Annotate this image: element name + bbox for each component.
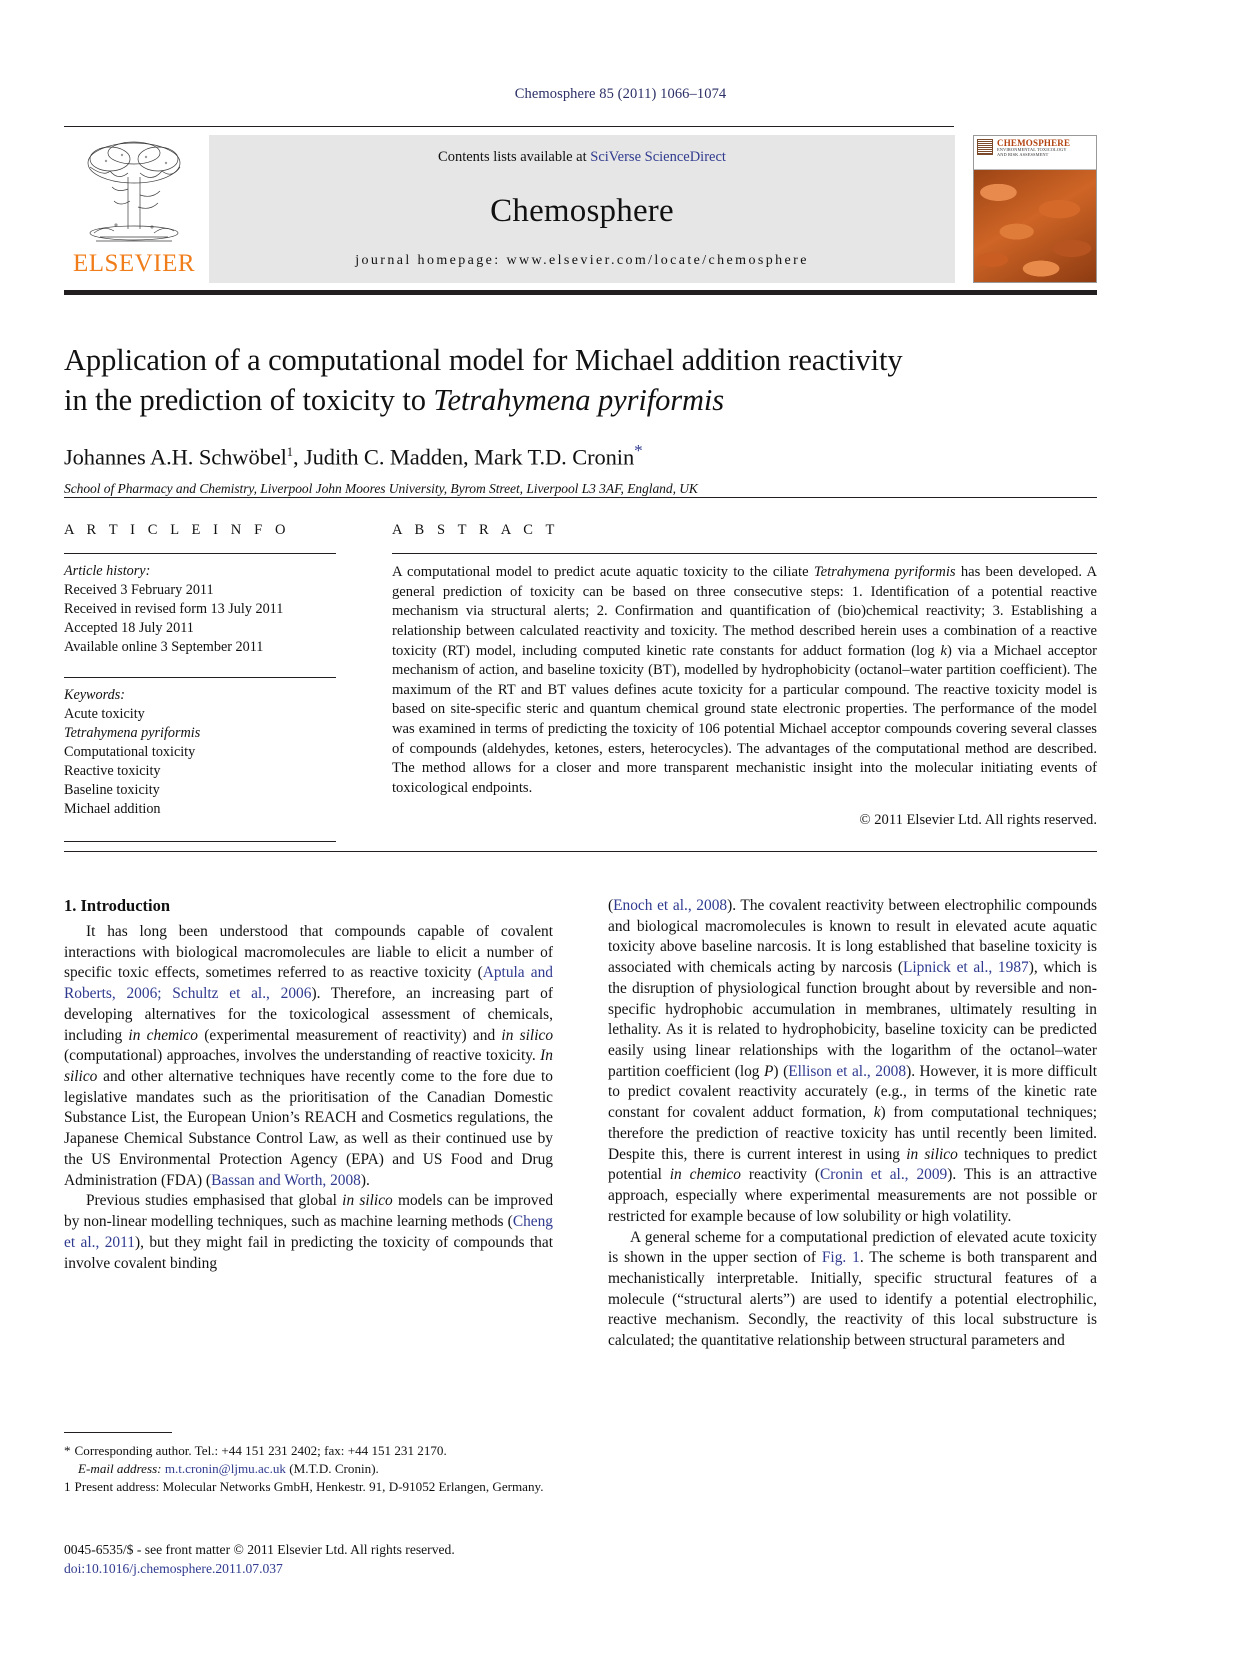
text-seg: techniques to predict potential: [608, 1145, 1098, 1184]
keyword-item: Reactive toxicity: [64, 763, 161, 780]
article-info-column: [64, 522, 336, 842]
citation-link[interactable]: Cheng et al., 2011: [64, 1213, 553, 1251]
history-item: Accepted 18 July 2011: [64, 620, 194, 637]
journal-cover-thumbnail: [973, 135, 1097, 283]
info-abstract-section: [64, 497, 1097, 842]
imprint-block: [64, 1540, 624, 1579]
history-item: Available online 3 September 2011: [64, 639, 264, 656]
email-owner: (M.T.D. Cronin).: [289, 1460, 379, 1476]
text-italic: in silico: [906, 1145, 958, 1163]
text-seg: ) (: [773, 1062, 789, 1080]
keyword-item: Tetrahymena pyriformis: [64, 725, 201, 742]
title-line-1: Application of a computational model for Michael addition reactivity: [64, 343, 903, 377]
sciencedirect-link[interactable]: SciVerse ScienceDirect: [590, 149, 726, 165]
intro-paragraph-2: [64, 1191, 553, 1274]
intro-paragraph-1: [64, 922, 553, 1191]
abstract-column: [392, 522, 1097, 842]
figure-link[interactable]: Fig. 1: [821, 1249, 860, 1267]
text-seg: . The scheme is both transparent and mechanistically interpretable. Initially, specific structural features of a molecule (“structural alerts”) are used to identify a potential electrophilic, reactive mechanism. Secondly, the reactivity of this local substructure is calculated; the quantitative relationship between structural parameters and: [608, 1249, 1098, 1350]
text-italic: k: [873, 1104, 881, 1122]
footnote-marker-one: 1: [64, 1478, 71, 1494]
text-italic: in silico: [342, 1192, 393, 1210]
text-seg: ). This is an attractive approach, especially where experimental measurements are not possible or restricted for example because of low solubility or high volatility.: [608, 1166, 1098, 1225]
info-abstract-top-rule: [64, 497, 1097, 498]
cover-journal-name: CHEMOSPHERE: [997, 138, 1071, 148]
abstract-copyright: © 2011 Elsevier Ltd. All rights reserved.: [859, 811, 1097, 828]
citation-link[interactable]: Lipnick et al., 1987: [903, 959, 1029, 977]
text-italic: in silico: [501, 1026, 554, 1044]
text-italic: in chemico: [128, 1026, 198, 1044]
history-item: Received in revised form 13 July 2011: [64, 601, 284, 618]
text-seg: It has long been understood that compounds capable of covalent interactions with biological macromolecules are liable to elicit a number of specific toxic effects, sometimes referred to as reactive toxicity (: [64, 923, 553, 982]
text-italic: in chemico: [669, 1166, 741, 1184]
journal-masthead: [64, 126, 1097, 295]
contents-available-line: [438, 149, 726, 166]
citation-link[interactable]: Bassan and Worth, 2008: [211, 1171, 361, 1189]
elsevier-wordmark: ELSEVIER: [72, 250, 196, 277]
cover-subtitle-1: ENVIRONMENTAL TOXICOLOGY: [997, 147, 1067, 153]
history-item: Received 3 February 2011: [64, 582, 214, 599]
journal-band: [209, 135, 955, 283]
article-info-heading: A R T I C L E I N F O: [64, 522, 291, 538]
text-seg: ). The covalent reactivity between electrophilic compounds and biological macromolecules is known to result in elevated acute aquatic toxicity above baseline narcosis. It is long established that baseline toxicity is associated with chemicals acting by narcosis (: [608, 897, 1097, 977]
text-seg: reactivity (: [740, 1166, 821, 1184]
text-seg: ). Therefore, an increasing part of developing alternatives for the toxicological assessment of chemicals, including: [64, 985, 553, 1044]
footnote-present-address: [64, 1478, 553, 1496]
keywords-rule: [64, 677, 336, 678]
text-seg: A general scheme for a computational prediction of elevated acute toxicity is shown in the upper section of: [608, 1228, 1097, 1267]
body-column-gap: [553, 896, 608, 1352]
text-seg: models can be improved by non-linear modelling techniques, such as machine learning methods (: [64, 1192, 554, 1231]
citation-link[interactable]: Cronin et al., 2009: [820, 1166, 948, 1184]
corresponding-author-marker[interactable]: *: [634, 440, 643, 460]
abstract-seg-2: has been developed. A general prediction of toxicity can be based on three consecutive steps: 1. Identification of a potential reactive mechanism via structural alerts; 2. Confirmation and quantification of (bio)chemical reactivity; 3. Establishing a relationship between calculated reactivity and toxicity. The method described herein uses a combination of a reactive toxicity (RT) model, including computed kinetic rate constants for adduct formation (log: [392, 564, 1097, 659]
title-line-2-plain: in the prediction of toxicity to: [64, 382, 434, 417]
text-seg: (experimental measurement of reactivity) and: [197, 1026, 502, 1044]
text-seg: ).: [360, 1171, 370, 1189]
body-left-column: [64, 896, 553, 1352]
article-info-bottom-rule: [64, 841, 336, 842]
text-seg: (computational) approaches, involves the understanding of reactive toxicity.: [64, 1047, 541, 1065]
text-seg: ), but they might fail in predicting the toxicity of compounds that involve covalent binding: [64, 1233, 553, 1272]
cover-subtitle-2: AND RISK ASSESSMENT: [997, 152, 1049, 158]
doi-link[interactable]: doi:10.1016/j.chemosphere.2011.07.037: [64, 1561, 283, 1577]
section-heading-introduction: 1. Introduction: [64, 896, 171, 915]
article-info-rule: [64, 553, 336, 554]
text-seg: Previous studies emphasised that global: [86, 1192, 343, 1210]
cover-barcode-icon: [977, 139, 993, 155]
abstract-heading: A B S T R A C T: [392, 522, 559, 538]
masthead-bottom-rule: [64, 290, 1097, 295]
footnote-one-text: Present address: Molecular Networks GmbH, Henkestr. 91, D-91052 Erlangen, Germany.: [74, 1478, 544, 1494]
text-italic: In silico: [64, 1047, 553, 1086]
author-list: [64, 441, 1094, 471]
info-abstract-bottom-rule: [64, 851, 1097, 852]
footnote-email: [64, 1460, 553, 1478]
text-seg: ) from computational techniques; therefore the prediction of reactive toxicity has until recently been limited. Despite this, there is current interest in using: [608, 1104, 1097, 1163]
column-gap: [336, 522, 392, 842]
abstract-text: [392, 563, 1097, 799]
elsevier-tree-icon: [70, 137, 198, 249]
cover-artwork: [974, 170, 1096, 282]
text-seg: and other alternative techniques have recently come to the fore due to legislative mandates such as the prioritisation of the Canadian Domestic Substance List, the European Union’s REACH and Cosmetics regulations, the Japanese Chemical Substance Control Law, as well as their continued use by the US Environmental Protection Agency (EPA) and US Food and Drug Administration (FDA) (: [64, 1068, 553, 1189]
elsevier-logo: [64, 135, 204, 283]
citation-link[interactable]: Aptula and Roberts, 2006; Schultz et al., 2006: [64, 964, 553, 1003]
abstract-rule: [392, 553, 1097, 554]
intro-paragraph-4: [608, 1228, 1097, 1352]
footnote-marker-star: *: [64, 1443, 71, 1458]
abstract-seg-3: ) via a Michael acceptor mechanism of action, and baseline toxicity (BT), modelled by hydrophobicity (octanol–water partition coefficient). The maximum of the RT and BT values defines acute toxicity for a particular compound. The reactive toxicity model is based on site-specific steric and quantum chemical ground state electronic properties. The performance of the model was examined in terms of predicting the toxicity of 106 potential Michael acceptor compounds covering several classes of compounds (aldehydes, ketones, esters, heterocycles). The advantages of the computational method are described. The method allows for a closer and more transparent mechanistic insight into the molecular initiating events of toxicological endpoints.: [392, 642, 1097, 796]
keyword-item: Baseline toxicity: [64, 782, 160, 799]
abstract-species-italic: Tetrahymena pyriformis: [813, 564, 956, 580]
abstract-seg-1: A computational model to predict acute aquatic toxicity to the ciliate: [392, 564, 814, 580]
keyword-item: Computational toxicity: [64, 744, 196, 761]
authors-rest: , Judith C. Madden, Mark T.D. Cronin: [292, 444, 635, 470]
article-history-label: Article history:: [64, 563, 151, 579]
footnote-star-text: Corresponding author. Tel.: +44 151 231 2402; fax: +44 151 231 2170.: [74, 1443, 447, 1458]
intro-paragraph-3: [608, 896, 1097, 1228]
citation-link[interactable]: Enoch et al., 2008: [613, 897, 728, 914]
contents-prefix: Contents lists available at: [438, 149, 591, 165]
title-block: [64, 341, 1094, 497]
text-seg: ), which is the disruption of physiological function brought about by reversible and non-specific hydrophobic accumulation in membranes, ultimately resulting in lethality. As it is related to hydrophobicity, baseline toxicity can be predicted easily using linear relationships with the logarithm of the octanol–water partition coefficient (log: [608, 959, 1098, 1080]
keywords-list: [64, 686, 336, 819]
issn-front-matter: 0045-6535/$ - see front matter © 2011 Elsevier Ltd. All rights reserved.: [64, 1542, 455, 1557]
keyword-item: Michael addition: [64, 801, 161, 818]
page-title: [64, 341, 1094, 421]
footnotes: [64, 1432, 553, 1495]
body-columns: [64, 896, 1097, 1352]
keywords-label: Keywords:: [64, 687, 125, 704]
abstract-k-italic: k: [940, 642, 947, 659]
body-right-column: [608, 896, 1097, 1352]
title-line-2-italic: Tetrahymena pyriformis: [433, 382, 725, 417]
email-label: E-mail address:: [78, 1460, 162, 1476]
footnote-rule: [64, 1432, 172, 1433]
text-seg: ). However, it is more difficult to predict covalent reactivity accurately (e.g., in terms of the kinetic rate constant for covalent adduct formation,: [608, 1062, 1098, 1122]
citation-link[interactable]: Ellison et al., 2008: [788, 1062, 907, 1080]
text-seg: (: [608, 897, 614, 914]
footnote-corresponding-author: [64, 1442, 553, 1460]
masthead-top-rule: [64, 126, 954, 127]
text-italic: P: [764, 1062, 774, 1080]
email-link[interactable]: m.t.cronin@ljmu.ac.uk: [164, 1460, 286, 1476]
journal-homepage-link[interactable]: journal homepage: www.elsevier.com/locate/chemosphere: [355, 253, 809, 268]
journal-title: Chemosphere: [490, 193, 674, 229]
running-head: Chemosphere 85 (2011) 1066–1074: [514, 86, 727, 102]
keyword-item: Acute toxicity: [64, 706, 145, 723]
affiliation: School of Pharmacy and Chemistry, Liverpool John Moores University, Byrom Street, Liverpool L3 3AF, England, UK: [64, 481, 698, 497]
author-first: Johannes A.H. Schwöbel: [64, 444, 287, 470]
article-history: [64, 562, 336, 657]
author-footnote-marker[interactable]: 1: [286, 444, 293, 459]
